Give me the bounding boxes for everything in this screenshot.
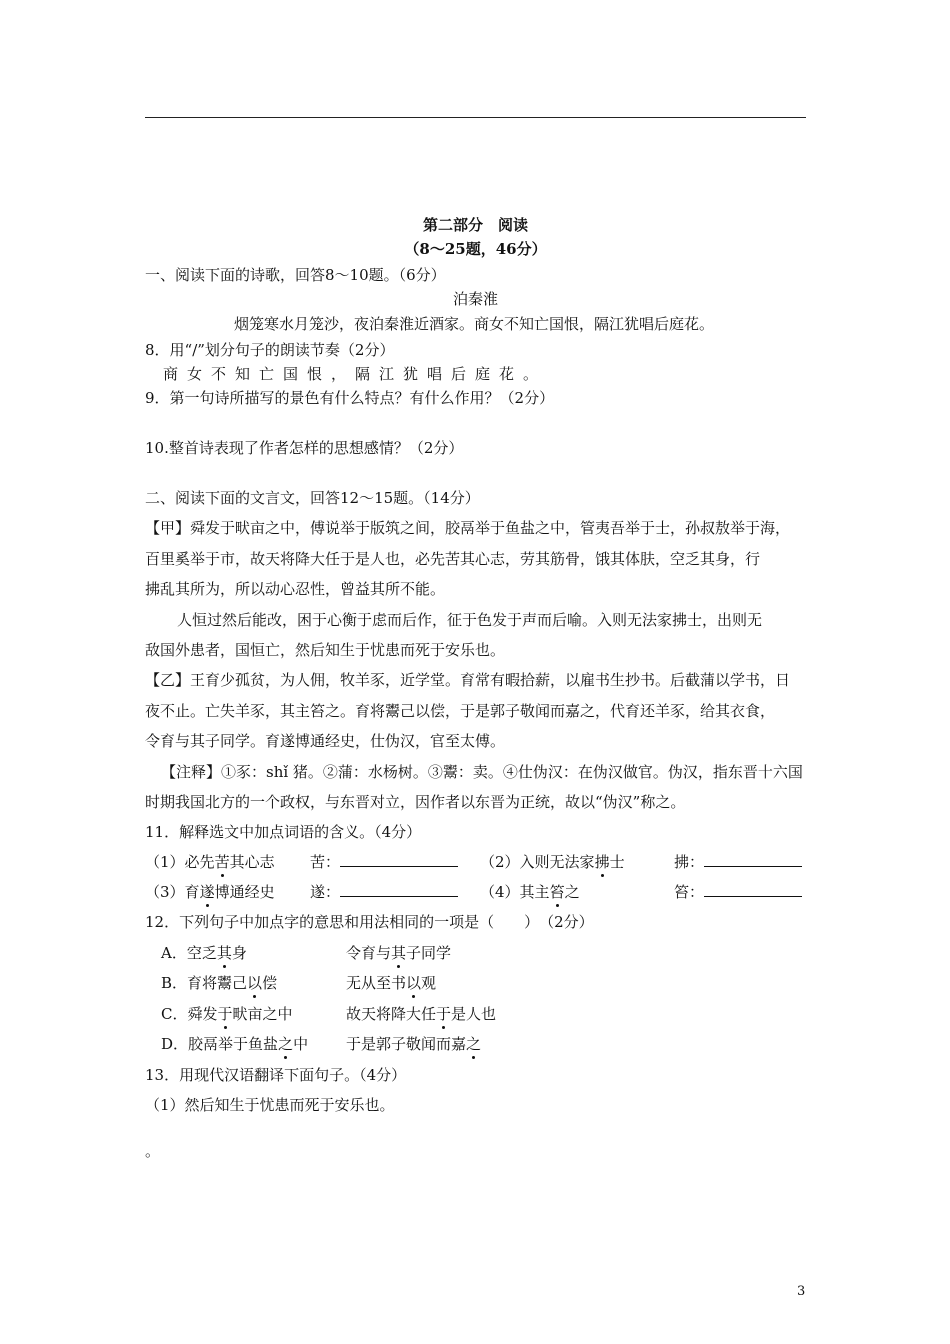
answer-blank: [340, 882, 458, 897]
yi-line-1: 【乙】王育少孤贫，为人佣，牧羊豕，近学堂。育常有暇拾薪，以雇书生抄书。后截蒲以学书，日: [145, 671, 791, 689]
q11-answer-4[interactable]: 笞：: [674, 882, 802, 902]
q12-option-a-compare: 令育与其子同学: [346, 944, 452, 962]
yi-line-3: 令育与其子同学。育遂博通经史，仕伪汉，官至太傅。: [145, 732, 506, 750]
yi-line-2: 夜不止。亡失羊豕，其主笞之。育将鬻己以偿，于是郭子敬闻而嘉之，代育还羊豕，给其衣食，: [145, 702, 776, 720]
answer-blank: [704, 852, 802, 867]
emphasis-dot-char: 以: [247, 974, 263, 992]
q12-text: 12．下列句子中加点字的意思和用法相同的一项是（ ） （2分）: [145, 913, 594, 931]
trailing-period: 。: [145, 1142, 161, 1160]
q12-option-d[interactable]: D．胶鬲举于鱼盐之中: [161, 1035, 309, 1053]
section-title: 第二部分 阅读: [422, 216, 528, 234]
q10-text: 10.整首诗表现了作者怎样的思想感情？（2分）: [145, 439, 464, 457]
page-number: 3: [797, 1284, 806, 1299]
emphasis-dot-char: 以: [406, 974, 422, 992]
poem-instruction: 一、阅读下面的诗歌，回答8～10题。（6分）: [145, 266, 446, 284]
note-line-2: 时期我国北方的一个政权，与东晋对立，因作者以东晋为正统，故以“伪汉”称之。: [145, 793, 686, 811]
q12-option-d-compare: 于是郭子敬闻而嘉之: [346, 1035, 482, 1053]
q11-answer-3[interactable]: 遂：: [310, 882, 458, 902]
answer-blank: [704, 882, 802, 897]
emphasis-dot-char: 于: [217, 1005, 233, 1023]
jia-line-1: 【甲】舜发于畎亩之中，傅说举于版筑之间，胶鬲举于鱼盐之中，管夷吾举于士，孙叔敖举于海，: [145, 519, 791, 537]
note-line-1: 【注释】①豕：shǐ 猪。②蒲：水杨树。③鬻：卖。④仕伪汉：在伪汉做官。伪汉，指东晋十六国: [161, 763, 803, 781]
jia-line-2: 百里奚举于市，故天将降大任于是人也，必先苦其心志，劳其筋骨，饿其体肤，空乏其身，行: [145, 550, 761, 568]
q11-text: 11．解释选文中加点词语的含义。（4分）: [145, 823, 422, 841]
emphasis-dot-char: 苦: [214, 853, 230, 871]
emphasis-dot-char: 其: [216, 944, 232, 962]
q8-line: 商女不知亡国恨，隔江犹唱后庭花。: [163, 365, 548, 383]
emphasis-dot-char: 之: [466, 1035, 482, 1053]
q12-option-c[interactable]: C．舜发于畎亩之中: [161, 1005, 293, 1023]
q11-item-2: （2）入则无法家拂士: [480, 853, 625, 871]
q11-item-1: （1）必先苦其心志: [145, 853, 275, 871]
q13-text: 13．用现代汉语翻译下面句子。（4分）: [145, 1066, 407, 1084]
emphasis-dot-char: 笞: [549, 883, 565, 901]
poem-title: 泊秦淮: [452, 290, 498, 308]
poem-text: 烟笼寒水月笼沙，夜泊秦淮近酒家。商女不知亡国恨，隔江犹唱后庭花。: [234, 315, 715, 333]
emphasis-dot-char: 拂: [594, 853, 610, 871]
answer-blank: [340, 852, 458, 867]
q11-item-3: （3）育遂博通经史: [145, 883, 275, 901]
emphasis-dot-char: 遂: [199, 883, 215, 901]
header-rule: [145, 117, 806, 118]
jia-line-4: 人恒过然后能改，困于心衡于虑而后作，征于色发于声而后喻。入则无法家拂士，出则无: [177, 611, 763, 629]
q11-answer-2[interactable]: 拂：: [674, 852, 802, 872]
q12-option-b-compare: 无从至书以观: [346, 974, 437, 992]
q12-option-b[interactable]: B．育将鬻己以偿: [161, 974, 278, 992]
jia-line-3: 拂乱其所为，所以动心忍性，曾益其所不能。: [145, 580, 446, 598]
q9-text: 9．第一句诗所描写的景色有什么特点？有什么作用？（2分）: [145, 389, 555, 407]
jia-line-5: 敌国外患者，国恒亡，然后知生于忧患而死于安乐也。: [145, 641, 506, 659]
emphasis-dot-char: 其: [391, 944, 407, 962]
emphasis-dot-char: 于: [436, 1005, 452, 1023]
q13-item-1: （1）然后知生于忧患而死于安乐也。: [145, 1096, 395, 1114]
q11-item-4: （4）其主笞之: [480, 883, 580, 901]
section-subtitle: （8～25题，46分）: [404, 240, 547, 258]
emphasis-dot-char: 之: [278, 1035, 294, 1053]
q11-answer-1[interactable]: 苦：: [310, 852, 458, 872]
q8-text: 8．用“/”划分句子的朗读节奏（2分）: [145, 341, 395, 359]
classical-instruction: 二、阅读下面的文言文，回答12～15题。（14分）: [145, 489, 480, 507]
q12-option-c-compare: 故天将降大任于是人也: [346, 1005, 497, 1023]
q12-option-a[interactable]: A．空乏其身: [161, 944, 247, 962]
